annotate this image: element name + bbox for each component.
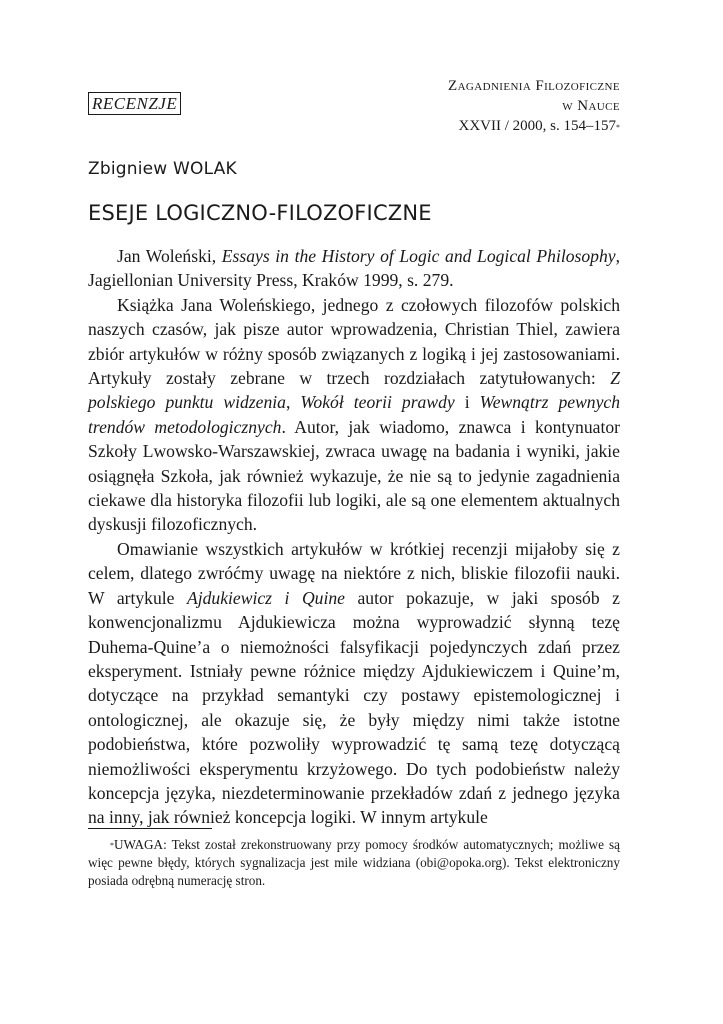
paragraph-3 (88, 537, 620, 830)
p2-chapter-2: Wokół teorii prawdy (300, 392, 455, 413)
p3-text-2: autor pokazuje, w jaki sposób z konwencjonalizmu Ajdukiewicza można wyprowadzić słynną tezę Duhema-Quine’a o niemożności falsyfikacji pojedynczych zdań przez eksperyment. Istniały pewne różnice między Ajdukiewiczem i Quine’m, dotyczące na przykład semantyki czy postawy epistemologicznej i ontologicznej, ale okazuje się, że były między nimi także istotne podobieństwa, które pozwoliły wyprowadzić tę samą tezę dotyczącą niemożliwości eksperymentu krzyżowego. Do tych podobieństw należy koncepcja języka, niezdeterminowanie przekładów zdań z jednego języka na inny, jak również koncepcja logiki. W innym artykule (88, 587, 620, 828)
journal-name-cont: w Nauce (562, 98, 620, 114)
article-body (88, 244, 620, 830)
article-title: ESEJE LOGICZNO-FILOZOFICZNE (88, 201, 432, 225)
p2-chapter-3: Wewnątrz pewnych trendów metodologicznych (88, 392, 621, 437)
p1-text-2: , Jagiellonian University Press, Kraków 1999, s. 279. (88, 246, 620, 291)
p2-chapter-1: Z polskiego punktu widzenia (88, 368, 620, 413)
footnote (88, 836, 620, 891)
p2-text-4: . Autor, jak wiadomo, znawca i kontynuator Szkoły Lwowsko-Warszawskiej, zwraca uwagę na badania i wyniki, jakie osiągnęła Szkoła, jak również wykazuje, że nie są to jedynie zagadnienia ciekawe dla historyka filozofii lub logiki, ale są one elementem aktualnych dyskusji filozoficznych. (88, 416, 621, 535)
p3-article-title: Ajdukiewicz i Quine (187, 587, 345, 608)
journal-issue (448, 116, 620, 136)
paragraph-2 (88, 293, 620, 537)
p1-text-1: Jan Woleński, (117, 246, 222, 266)
p2-text-1: Książka Jana Woleńskiego, jednego z czołowych filozofów polskich naszych czasów, jak pisze autor wprowadzenia, Christian Thiel, zawiera zbiór artykułów w różny sposób związanych z logiką i jej zastosowaniami. Artykuły zostały zebrane w trzech rozdziałach zatytułowanych: (88, 294, 620, 389)
p1-book-title: Essays in the History of Logic and Logical Philosophy (221, 246, 616, 266)
journal-name: Zagadnienia Filozoficzne (448, 78, 620, 94)
author-name: Zbigniew WOLAK (88, 159, 237, 179)
p2-text-3: i (454, 392, 480, 413)
footnote-rule (88, 828, 212, 829)
section-label-box (88, 92, 181, 115)
paragraph-1 (88, 244, 620, 293)
section-label: RECENZJE (92, 94, 178, 113)
p3-text-1: Omawianie wszystkich artykułów w krótkiej recenzji mijałoby się z celem, dlatego zwróćmy uwagę na niektóre z nich, bliskie filozofii nauki. W artykule (88, 538, 620, 608)
footnote-text: UWAGA: Tekst został zrekonstruowany przy pomocy środków automatycznych; możliwe są więc pewne błędy, których sygnalizacja jest mile widziana (obi@opoka.org). Tekst elektroniczny posiada odrębną numerację stron. (88, 837, 620, 889)
journal-volume-pages: XXVII / 2000, s. 154–157 (458, 118, 616, 134)
p2-text-2: , (285, 392, 301, 413)
footnote-paragraph (88, 836, 620, 891)
footnote-marker: * (110, 841, 114, 850)
journal-header (448, 76, 620, 136)
footnote-marker-ref: * (616, 123, 620, 132)
